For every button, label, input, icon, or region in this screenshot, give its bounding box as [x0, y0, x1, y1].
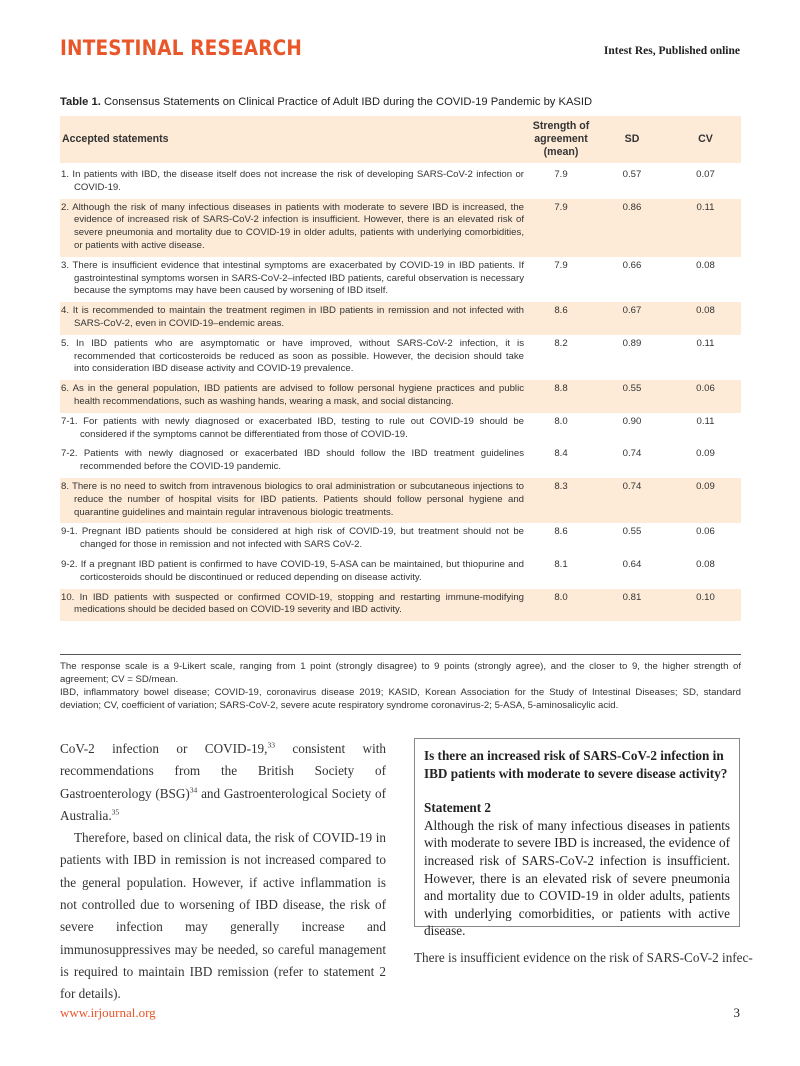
page-number: 3: [733, 1005, 740, 1020]
table-row: [60, 413, 741, 446]
statement-text: 2. Although the risk of many infectious diseases in patients with moderate to severe IBD is increased, the evidence of increased risk of SARS-CoV-2 infection is insufficient. However, there is an elevated risk of severe pneumonia and mortality due to COVID-19 in older adults, patients with underlying comorbidities, or patients with active disease.: [61, 201, 524, 251]
journal-url-link[interactable]: www.irjournal.org: [60, 1005, 156, 1020]
sd-value: 0.66: [622, 259, 642, 271]
table-row: [60, 335, 741, 380]
strength-value: 7.9: [554, 201, 568, 213]
body-text-right: There is insufficient evidence on the risk of SARS-CoV-2 infec-: [414, 950, 753, 965]
table-row: [60, 163, 741, 199]
statement-text: 9-1. Pregnant IBD patients should be considered at high risk of COVID-19, but treatment should not be changed for those in remission and not infected with SARS CoV-2.: [61, 526, 524, 551]
reference-33[interactable]: 33: [267, 740, 275, 750]
cv-value: 0.06: [696, 383, 715, 395]
table-row: [60, 445, 741, 478]
sd-value: 0.55: [622, 526, 642, 538]
cv-value: 0.07: [696, 169, 715, 180]
strength-value: 8.4: [554, 448, 568, 460]
strength-value: 8.6: [554, 305, 568, 317]
body-paragraph: CoV-2 infection or COVID-19,33 consistent with recommendations from the British Society of Gastroenterology (BSG)$^{34}$ and Gastroenterological Society of Australia.$^{35}$: [60, 740, 386, 823]
box-statement-text: Although the risk of many infectious diseases in patients with moderate to severe IBD is increased, the evidence of increased risk of SARS-CoV-2 infection is insufficient. However, there is an elevated risk of severe pneumonia and mortality due to COVID-19 in older adults, patients with underlying comorbidities, or patients with active disease.: [424, 817, 730, 939]
consensus-table: [60, 116, 741, 621]
strength-value: 8.2: [554, 337, 568, 349]
citation-header: Intest Res, Published online: [603, 45, 740, 57]
table-note-abbreviations: IBD, inflammatory bowel disease; COVID-19, coronavirus disease 2019; KASID, Korean Association for the Study of Intestinal Diseases; SD, standard deviation; CV, coefficient of variation; SARS-CoV-2, severe acute respiratory syndrome coronavirus-2; 5-ASA, 5-aminosalicylic acid.: [60, 687, 741, 711]
cv-value: 0.08: [696, 259, 715, 271]
body-text-left: [60, 738, 386, 1006]
strength-value: 7.9: [554, 259, 568, 271]
statement-text: 7-1. For patients with newly diagnosed or exacerbated IBD, testing to rule out COVID-19 should be considered if the symptoms cannot be differentiated from those of COVID-19.: [61, 415, 524, 440]
sd-value: 0.74: [622, 448, 642, 460]
table-row: [60, 302, 741, 335]
statement-text: 1. In patients with IBD, the disease itself does not increase the risk of developing SARS-CoV-2 infection or COVID-19.: [61, 169, 524, 193]
table-note-scale: The response scale is a 9-Likert scale, ranging from 1 point (strongly disagree) to 9 points (strongly agree), and the closer to 9, the higher strength of agreement; CV = SD/mean.: [60, 661, 741, 685]
table-title: Consensus Statements on Clinical Practice of Adult IBD during the COVID-19 Pandemic by KASID: [103, 96, 593, 108]
statement-text: 9-2. If a pregnant IBD patient is confirmed to have COVID-19, 5-ASA can be maintained, but thiopurine and corticosteroids should be discontinued or reduced depending on disease activity.: [61, 558, 524, 583]
col-header-strength: Strength of agreement (mean): [532, 120, 590, 158]
col-header-statements: Accepted statements: [62, 133, 169, 145]
table-row: [60, 589, 741, 622]
sd-value: 0.57: [622, 169, 642, 180]
cv-value: 0.08: [696, 558, 715, 570]
col-header-cv: CV: [698, 133, 713, 145]
table-label: Table 1.: [60, 96, 101, 108]
sd-value: 0.64: [622, 558, 642, 570]
sd-value: 0.67: [622, 305, 642, 317]
sd-value: 0.74: [622, 480, 642, 492]
body-paragraph: Therefore, based on clinical data, the risk of COVID-19 in patients with IBD in remission is not increased compared to the general population. However, if active inflammation is not controlled due to worsening of IBD disease, the risk of severe infection may generally increase and immunosuppressives may be needed, so careful management is required to maintain IBD remission (refer to statement 2 for details).: [60, 830, 386, 1002]
sd-value: 0.55: [622, 383, 642, 395]
statement-text: 8. There is no need to switch from intravenous biologics to oral administration or subcutaneous injections to reduce the number of hospital visits for IBD patients. Patients should follow personal hygiene and quarantine guidelines and maintain regular intravenous biologic treatments.: [61, 480, 524, 518]
table-row: [60, 257, 741, 302]
reference-34[interactable]: 34: [189, 785, 198, 795]
cv-value: 0.09: [696, 448, 715, 460]
statement-text: 3. There is insufficient evidence that intestinal symptoms are exacerbated by COVID-19 in IBD patients. If gastrointestinal symptoms worsen in SARS-CoV-2–infected IBD patients, careful observation is necessary because the symptoms may have been caused by worsening of IBD itself.: [61, 259, 524, 297]
cv-value: 0.06: [696, 526, 715, 538]
strength-value: 7.9: [554, 169, 568, 180]
table-bottom-rule: [60, 654, 741, 655]
cv-value: 0.11: [696, 201, 715, 213]
sd-value: 0.81: [622, 591, 642, 603]
strength-value: 8.0: [554, 591, 568, 603]
cv-value: 0.09: [696, 480, 715, 492]
table-row: [60, 523, 741, 556]
reference-35[interactable]: 35: [111, 807, 120, 817]
sd-value: 0.90: [622, 415, 642, 427]
statement-text: 10. In IBD patients with suspected or confirmed COVID-19, stopping and restarting immune-modifying medications should be decided based on COVID-19 severity and IBD activity.: [61, 591, 524, 616]
sd-value: 0.89: [622, 337, 642, 349]
strength-value: 8.8: [554, 383, 568, 395]
statement-text: 5. In IBD patients who are asymptomatic or have improved, without SARS-CoV-2 infection, it is recommended that corticosteroids be reduced as soon as possible. However, the decision should take into consideration IBD disease activity and COVID-19 prevalence.: [61, 337, 524, 375]
journal-title: INTESTINAL RESEARCH: [60, 36, 303, 60]
cv-value: 0.10: [696, 591, 715, 603]
table-caption: [60, 96, 592, 108]
cv-value: 0.08: [696, 305, 715, 317]
box-question: Is there an increased risk of SARS-CoV-2 infection in IBD patients with moderate to severe disease activity?: [424, 748, 728, 781]
sd-value: 0.86: [622, 201, 642, 213]
table-notes: [60, 660, 741, 712]
cv-value: 0.11: [696, 415, 715, 427]
table-row: [60, 478, 741, 523]
table-row: [60, 380, 741, 413]
strength-value: 8.6: [554, 526, 568, 538]
statement-box: [414, 738, 740, 939]
table-header-row: [60, 116, 741, 163]
strength-value: 8.0: [554, 415, 568, 427]
box-statement-heading: Statement 2: [424, 800, 492, 816]
statement-text: 6. As in the general population, IBD patients are advised to follow personal hygiene practices and public health recommendations, such as washing hands, wearing a mask, and social distancing.: [61, 383, 524, 407]
statement-text: 4. It is recommended to maintain the treatment regimen in IBD patients in remission and not infected with SARS-CoV-2, even in COVID-19–endemic areas.: [61, 305, 524, 329]
strength-value: 8.1: [554, 558, 568, 570]
strength-value: 8.3: [554, 480, 568, 492]
table-row: [60, 556, 741, 589]
cv-value: 0.11: [696, 337, 715, 349]
statement-text: 7-2. Patients with newly diagnosed or exacerbated IBD should follow the IBD treatment guidelines recommended before the COVID-19 pandemic.: [61, 448, 524, 473]
table-row: [60, 199, 741, 257]
col-header-sd: SD: [624, 133, 640, 145]
